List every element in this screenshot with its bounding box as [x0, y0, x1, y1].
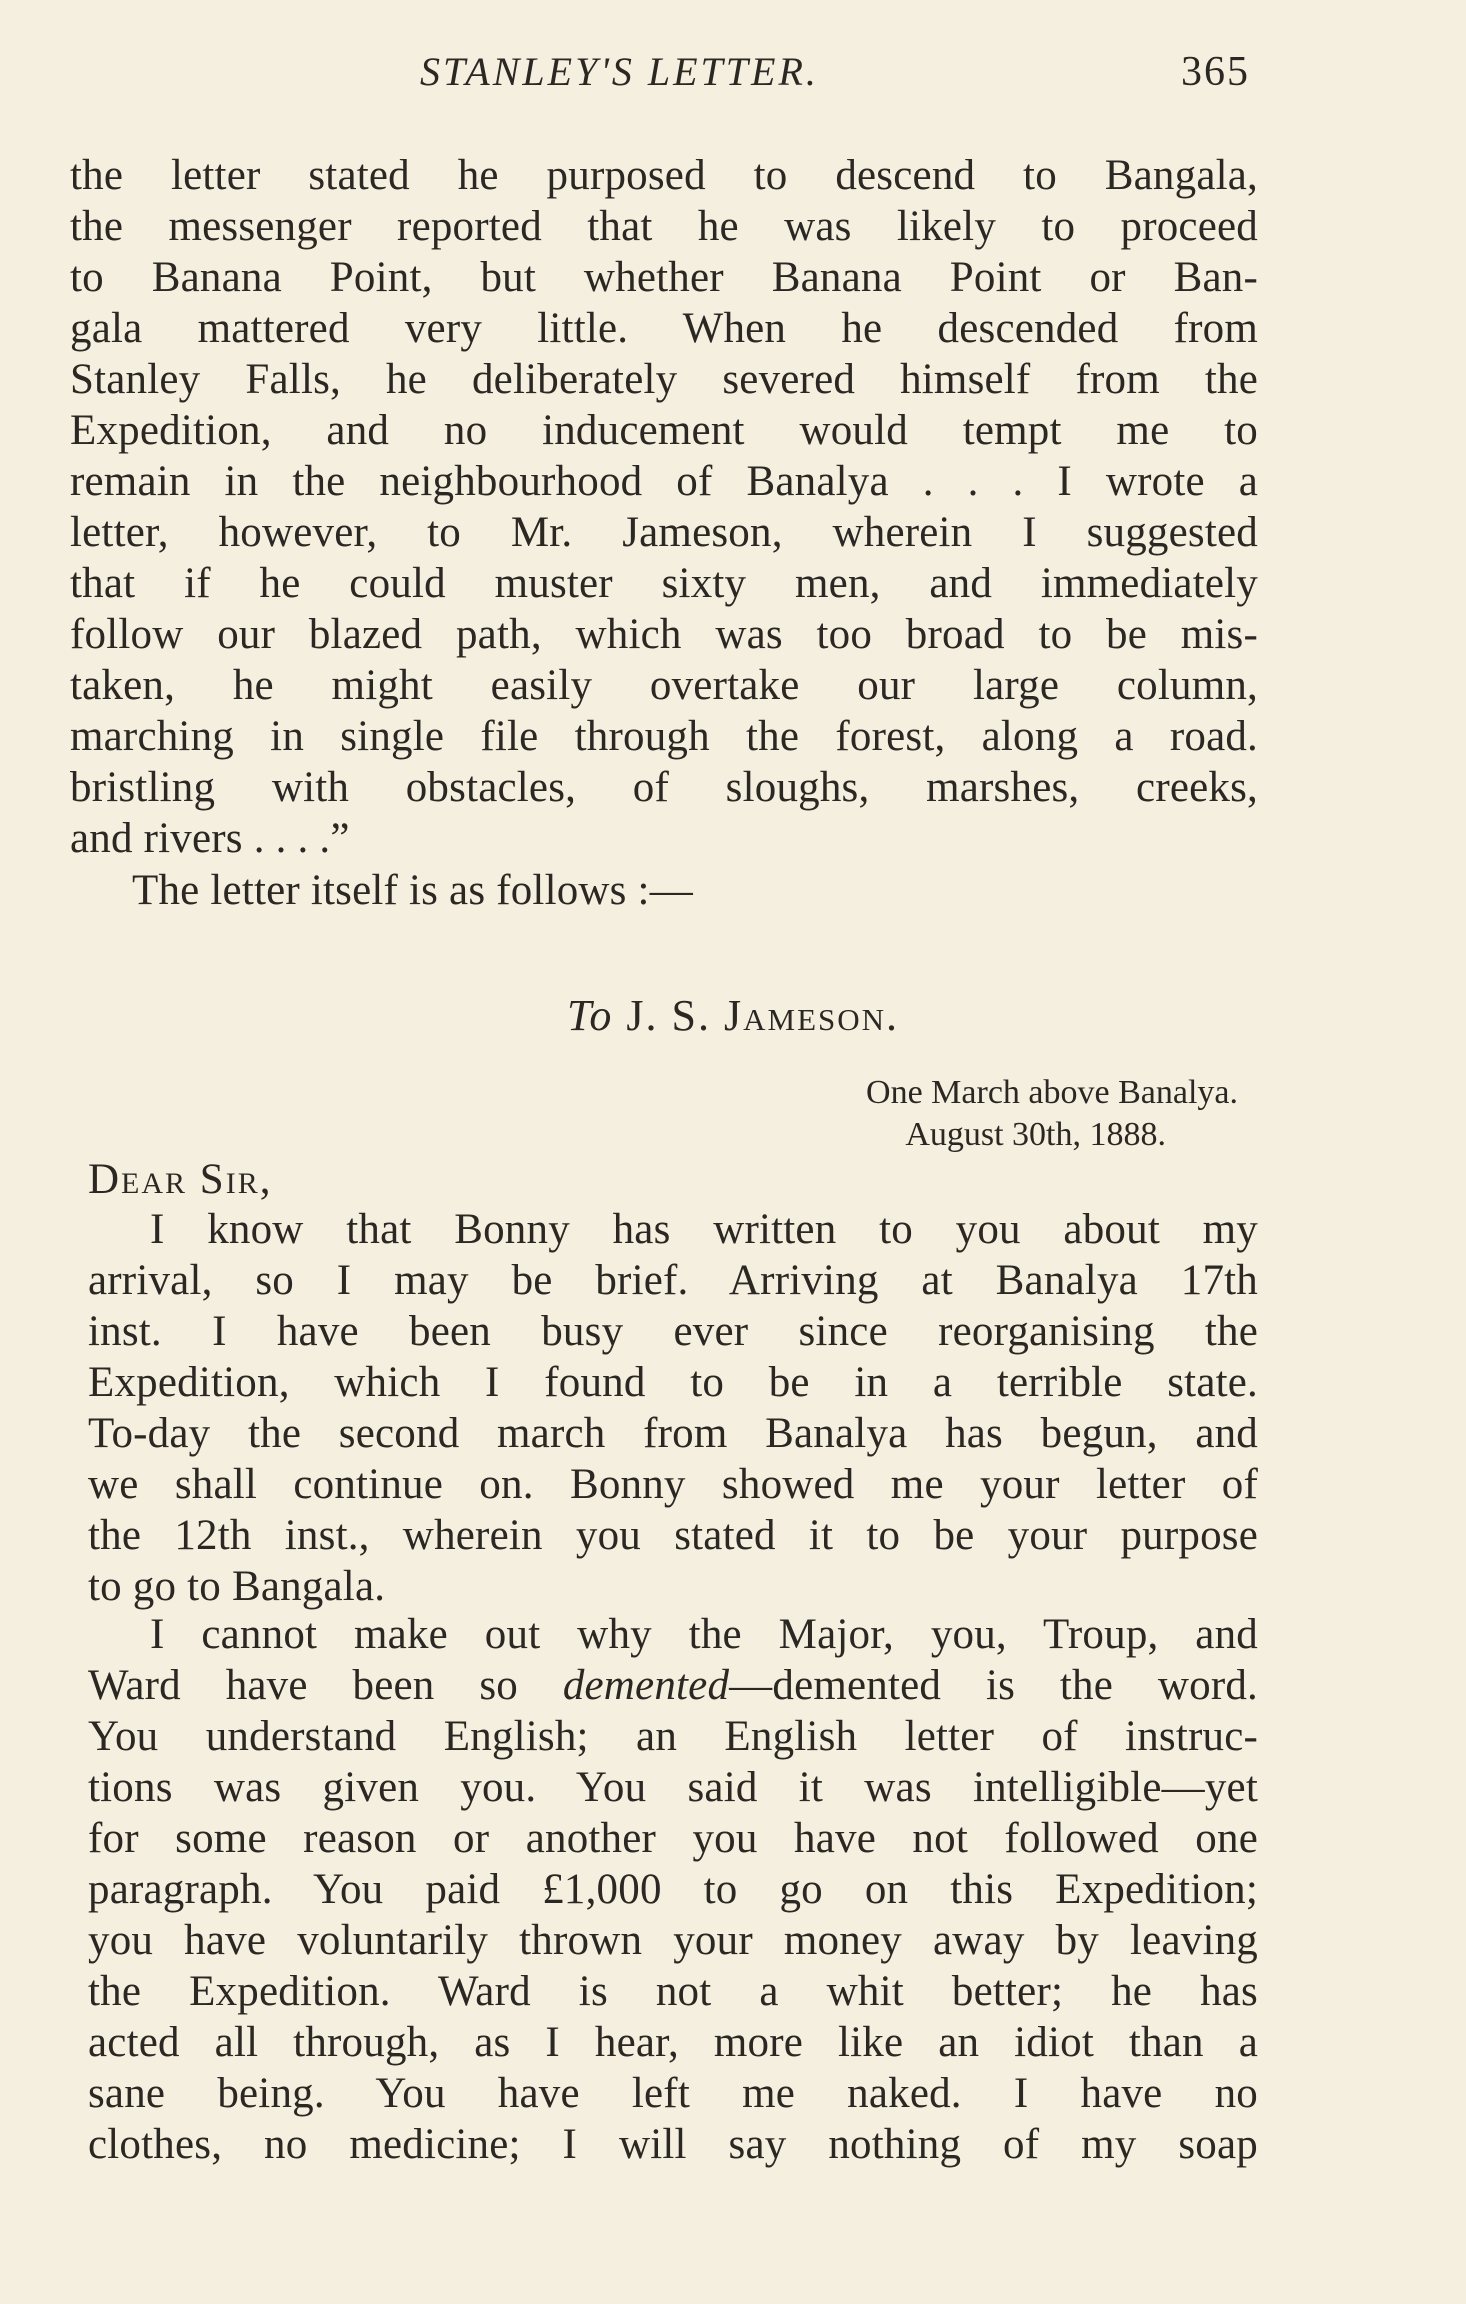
letter-dateline	[866, 1072, 1238, 1156]
running-title: STANLEY'S LETTER.	[420, 49, 819, 94]
text-segment: —demented is the word.	[729, 1662, 1258, 1709]
text-line: for some reason or another you have not followed one	[88, 1815, 1258, 1862]
text-line: the Expedition. Ward is not a whit better; he has	[88, 1968, 1258, 2015]
text-line: bristling with obstacles, of sloughs, marshes, creeks,	[70, 764, 1258, 811]
letter-paragraph-2	[88, 1609, 1258, 2170]
text-line: inst. I have been busy ever since reorganising the	[88, 1308, 1258, 1355]
text-line: letter, however, to Mr. Jameson, wherein I suggested	[70, 509, 1258, 556]
text-line: clothes, no medicine; I will say nothing of my soap	[88, 2121, 1258, 2168]
text-line: paragraph. You paid £1,000 to go on this Expedition;	[88, 1866, 1258, 1913]
text-line: and rivers . . . .”	[70, 815, 350, 862]
text-line: remain in the neighbourhood of Banalya . . . I wrote a	[70, 458, 1258, 505]
text-line	[88, 1660, 1258, 1711]
addressee-name: J. S. Jameson.	[626, 991, 900, 1040]
letter-salutation: Dear Sir,	[88, 1156, 273, 1203]
text-line: we shall continue on. Bonny showed me your letter of	[88, 1461, 1258, 1508]
letter-paragraph-1	[88, 1204, 1258, 1612]
text-line: the letter stated he purposed to descend to Bangala,	[70, 152, 1258, 199]
text-segment: Ward have been so	[88, 1662, 563, 1709]
addressee-to: To	[566, 991, 614, 1040]
text-line: Stanley Falls, he deliberately severed himself from the	[70, 356, 1258, 403]
letter-addressee	[0, 990, 1466, 1041]
page-number: 365	[1181, 49, 1250, 95]
text-line: to go to Bangala.	[88, 1563, 386, 1610]
emphasized-word: demented	[562, 1662, 730, 1709]
text-line: gala mattered very little. When he descended from	[70, 305, 1258, 352]
text-line: follow our blazed path, which was too broad to be mis-	[70, 611, 1258, 658]
intro-paragraph	[70, 865, 1258, 916]
text-line: You understand English; an English letter of instruc-	[88, 1713, 1258, 1760]
text-line: that if he could muster sixty men, and immediately	[70, 560, 1258, 607]
paragraph-continuation	[70, 150, 1258, 864]
text-line: marching in single file through the forest, along a road.	[70, 713, 1258, 760]
text-line: The letter itself is as follows :—	[132, 867, 693, 914]
text-line: taken, he might easily overtake our large column,	[70, 662, 1258, 709]
text-line: I cannot make out why the Major, you, Troup, and	[150, 1611, 1258, 1658]
text-line: arrival, so I may be brief. Arriving at Banalya 17th	[88, 1257, 1258, 1304]
dateline-place: One March above Banalya.	[866, 1074, 1238, 1111]
text-line: Expedition, which I found to be in a terrible state.	[88, 1359, 1258, 1406]
running-head	[70, 48, 1250, 108]
text-line: the messenger reported that he was likely to proceed	[70, 203, 1258, 250]
text-line: you have voluntarily thrown your money away by leaving	[88, 1917, 1258, 1964]
dateline-date: August 30th, 1888.	[905, 1116, 1166, 1153]
text-line: the 12th inst., wherein you stated it to be your purpose	[88, 1512, 1258, 1559]
text-line: I know that Bonny has written to you about my	[150, 1206, 1258, 1253]
text-line: Expedition, and no inducement would tempt me to	[70, 407, 1258, 454]
text-line: to Banana Point, but whether Banana Point or Ban-	[70, 254, 1258, 301]
text-line: acted all through, as I hear, more like an idiot than a	[88, 2019, 1258, 2066]
text-line: sane being. You have left me naked. I have no	[88, 2070, 1258, 2117]
text-line: To-day the second march from Banalya has begun, and	[88, 1410, 1258, 1457]
text-line: tions was given you. You said it was intelligible—yet	[88, 1764, 1258, 1811]
